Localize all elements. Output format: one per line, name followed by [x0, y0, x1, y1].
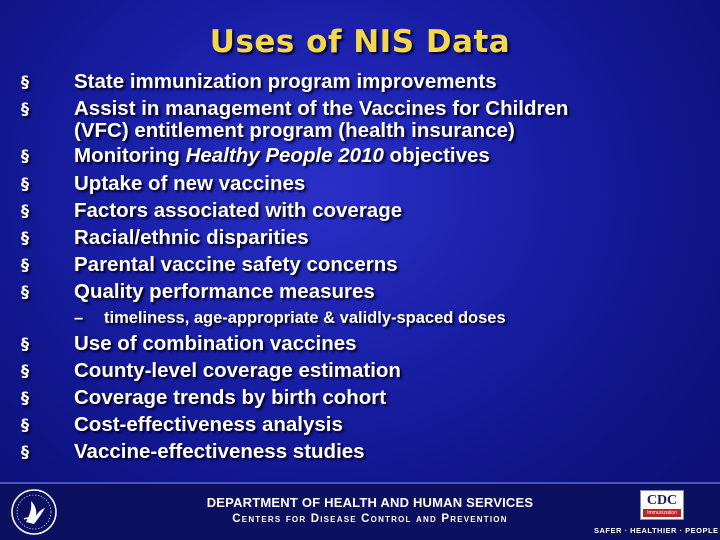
- bullet-item: [0, 224, 720, 251]
- bullet-item: [0, 330, 720, 357]
- bullet-marker-icon: §: [21, 388, 29, 408]
- bullet-text: Cost-effectiveness analysis: [74, 413, 343, 437]
- slide-title: Uses of NIS Data: [209, 24, 511, 60]
- bullet-item: [0, 251, 720, 278]
- bullet-marker-icon: §: [21, 415, 29, 435]
- bullet-marker-icon: §: [21, 282, 29, 302]
- footer-department: DEPARTMENT OF HEALTH AND HUMAN SERVICES: [206, 495, 534, 510]
- bullet-text: State immunization program improvements: [74, 70, 497, 93]
- bullet-text: objectives: [383, 144, 490, 168]
- bullet-marker-icon: §: [21, 146, 29, 166]
- footer-tagline: SAFER · HEALTHIER · PEOPLE: [594, 526, 719, 535]
- cdc-logo-icon: [640, 490, 684, 520]
- bullet-item: [0, 170, 720, 197]
- bullet-marker-icon: §: [21, 200, 29, 220]
- bullet-item: [0, 357, 720, 384]
- bullet-marker-icon: §: [21, 228, 29, 248]
- bullet-item: [0, 142, 720, 169]
- bullet-marker-icon: §: [21, 72, 29, 91]
- bullet-text-continued: (VFC) entitlement program (health insurance): [74, 119, 515, 143]
- bullet-item: [0, 278, 720, 305]
- bullet-text: Parental vaccine safety concerns: [74, 253, 398, 277]
- bullet-marker-icon: §: [21, 255, 29, 275]
- dash-marker-icon: –: [74, 308, 84, 327]
- bullet-item: [0, 438, 720, 465]
- bullet-text: Assist in management of the Vaccines for Children: [74, 97, 569, 121]
- hhs-eagle-logo-icon: [4, 487, 64, 537]
- cdc-logo-text: CDC: [646, 493, 678, 508]
- bullet-text: Racial/ethnic disparities: [74, 226, 309, 250]
- bullet-item: [0, 384, 720, 411]
- bullet-text: Factors associated with coverage: [74, 198, 403, 222]
- sub-bullet-text: timeliness, age-appropriate & validly-spaced doses: [104, 308, 506, 327]
- bullet-item: [0, 197, 720, 224]
- bullet-item: [0, 411, 720, 438]
- footer-centers: Centers for Disease Control and Prevention: [232, 513, 508, 525]
- bullet-list: [0, 68, 720, 466]
- bullet-text: Uptake of new vaccines: [74, 171, 306, 195]
- bullet-text: Monitoring: [74, 144, 186, 168]
- bullet-text: Coverage trends by birth cohort: [74, 386, 387, 410]
- bullet-text-italic: Healthy People 2010: [185, 144, 384, 168]
- bullet-text: County-level coverage estimation: [74, 358, 401, 382]
- bullet-text: Use of combination vaccines: [74, 331, 357, 355]
- bullet-marker-icon: §: [21, 333, 29, 353]
- bullet-text: Vaccine-effectiveness studies: [74, 440, 365, 464]
- bullet-marker-icon: §: [21, 360, 29, 380]
- footer-text: [180, 494, 560, 528]
- bullet-marker-icon: §: [21, 442, 29, 462]
- sub-bullet-item: [0, 306, 720, 330]
- bullet-text: Quality performance measures: [74, 280, 375, 304]
- bullet-item: [0, 68, 720, 95]
- bullet-item: [0, 95, 720, 142]
- footer-banner: [0, 482, 720, 540]
- cdc-logo-band: Immunization: [643, 509, 681, 517]
- bullet-marker-icon: §: [21, 173, 29, 193]
- bullet-marker-icon: §: [21, 99, 29, 119]
